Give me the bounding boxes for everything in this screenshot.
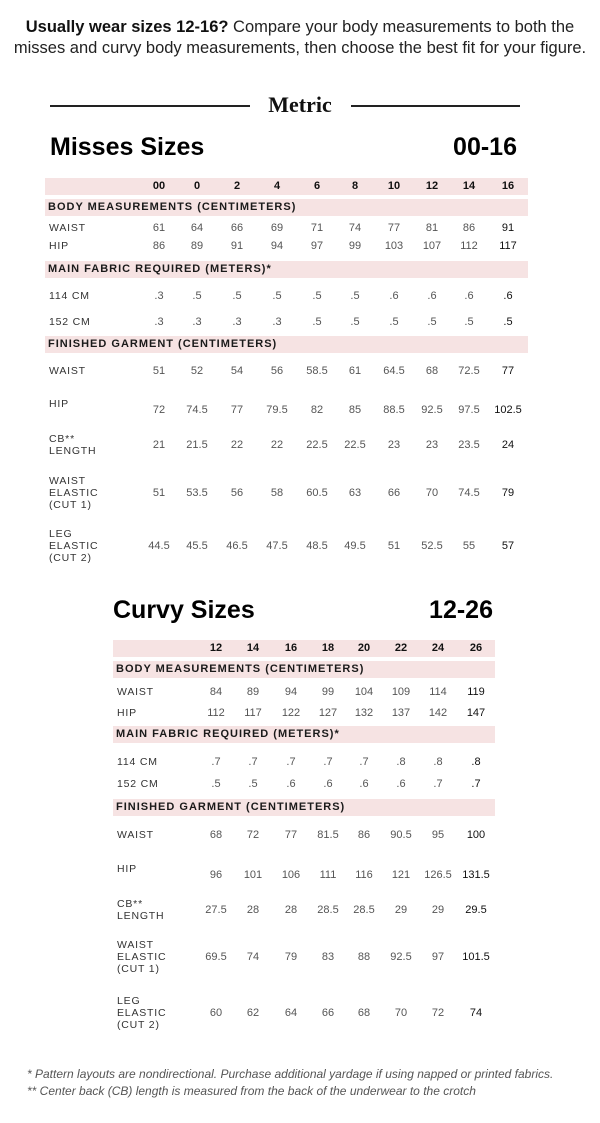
size-header: 14 <box>246 642 260 654</box>
table-cell: 117 <box>499 240 517 252</box>
table-cell: 23 <box>387 439 401 451</box>
table-cell: 28 <box>284 904 298 916</box>
table-cell: 51 <box>152 365 166 377</box>
table-cell: 52.5 <box>421 540 443 552</box>
table-cell: 79 <box>501 487 515 499</box>
table-cell: 79.5 <box>266 404 288 416</box>
size-header: 0 <box>193 180 201 192</box>
table-cell: 23 <box>425 439 439 451</box>
size-header: 16 <box>284 642 298 654</box>
table-cell: 122 <box>281 707 301 719</box>
curvy-title: Curvy Sizes <box>113 596 255 624</box>
row-label: WAIST ELASTIC (CUT 1) <box>117 939 167 975</box>
table-cell: 29 <box>394 904 408 916</box>
table-cell: 61 <box>348 365 362 377</box>
table-cell: 63 <box>348 487 362 499</box>
table-cell: 69.5 <box>205 951 227 963</box>
intro-bold: Usually wear sizes 12-16? <box>25 18 229 36</box>
table-cell: 114 <box>429 686 447 698</box>
section-heading: BODY MEASUREMENTS (CENTIMETERS) <box>116 663 365 675</box>
table-cell: .8 <box>471 756 481 768</box>
table-cell: .8 <box>396 756 406 768</box>
size-header: 6 <box>313 180 321 192</box>
table-cell: 95 <box>431 829 445 841</box>
table-cell: 70 <box>394 1007 408 1019</box>
table-cell: 48.5 <box>306 540 328 552</box>
row-label: WAIST <box>49 365 86 377</box>
size-header: 4 <box>273 180 281 192</box>
table-cell: 83 <box>321 951 335 963</box>
section-heading: FINISHED GARMENT (CENTIMETERS) <box>48 338 278 350</box>
table-cell: .7 <box>359 756 369 768</box>
table-cell: .5 <box>272 290 282 302</box>
table-cell: 72 <box>431 1007 445 1019</box>
table-cell: 77 <box>501 365 515 377</box>
table-cell: 60 <box>209 1007 223 1019</box>
table-cell: 116 <box>355 869 373 881</box>
table-cell: 127 <box>318 707 338 719</box>
row-label: 152 CM <box>49 316 91 328</box>
table-cell: 56 <box>230 487 244 499</box>
table-cell: 107 <box>422 240 442 252</box>
table-cell: .6 <box>389 290 399 302</box>
table-cell: 58.5 <box>306 365 328 377</box>
table-cell: 69 <box>270 222 284 234</box>
size-header: 22 <box>394 642 408 654</box>
table-cell: 49.5 <box>344 540 366 552</box>
table-cell: .6 <box>359 778 369 790</box>
table-cell: 56 <box>270 365 284 377</box>
table-cell: 60.5 <box>306 487 328 499</box>
table-cell: .5 <box>192 290 202 302</box>
table-cell: 66 <box>230 222 244 234</box>
row-label: CB** LENGTH <box>117 898 165 922</box>
table-cell: 96 <box>209 869 223 881</box>
table-cell: .3 <box>192 316 202 328</box>
table-cell: 72 <box>246 829 260 841</box>
table-cell: 88.5 <box>383 404 405 416</box>
footnotes <box>27 1066 553 1100</box>
size-header: 10 <box>387 180 401 192</box>
table-cell: 44.5 <box>148 540 170 552</box>
table-cell: 79 <box>284 951 298 963</box>
table-cell: 29.5 <box>465 904 487 916</box>
table-cell: 99 <box>348 240 362 252</box>
metric-heading: Metric <box>268 92 332 117</box>
table-cell: 68 <box>209 829 223 841</box>
section-heading: MAIN FABRIC REQUIRED (METERS)* <box>48 263 272 275</box>
table-cell: 21.5 <box>186 439 208 451</box>
table-cell: 74 <box>348 222 362 234</box>
table-cell: 89 <box>246 686 260 698</box>
table-cell: 28.5 <box>353 904 375 916</box>
row-label: LEG ELASTIC (CUT 2) <box>49 528 99 564</box>
table-cell: 72.5 <box>458 365 480 377</box>
table-cell: 101 <box>243 869 263 881</box>
row-label: 152 CM <box>117 778 159 790</box>
table-cell: 86 <box>462 222 476 234</box>
table-cell: 77 <box>284 829 298 841</box>
table-cell: 101.5 <box>462 951 490 963</box>
row-label: LEG ELASTIC (CUT 2) <box>117 995 167 1031</box>
row-label: HIP <box>117 863 137 875</box>
footnote-cb-length: ** Center back (CB) length is measured from the back of the underwear to the crotch <box>27 1084 476 1098</box>
table-cell: 68 <box>425 365 439 377</box>
table-cell: 81.5 <box>317 829 339 841</box>
table-cell: 106 <box>281 869 301 881</box>
table-cell: 22 <box>230 439 244 451</box>
table-cell: 64 <box>284 1007 298 1019</box>
table-cell: .7 <box>323 756 333 768</box>
row-label: 114 CM <box>117 756 158 768</box>
table-cell: .5 <box>427 316 437 328</box>
table-cell: 94 <box>270 240 284 252</box>
table-cell: .3 <box>272 316 282 328</box>
table-cell: 97 <box>431 951 445 963</box>
intro-text <box>10 17 590 59</box>
table-cell: 29 <box>431 904 445 916</box>
size-header: 20 <box>357 642 371 654</box>
size-header: 2 <box>233 180 241 192</box>
row-label: CB** LENGTH <box>49 433 97 457</box>
table-cell: 89 <box>190 240 204 252</box>
table-cell: 92.5 <box>421 404 443 416</box>
table-cell: .3 <box>154 316 164 328</box>
table-cell: .6 <box>323 778 333 790</box>
table-cell: 142 <box>428 707 448 719</box>
table-cell: 147 <box>466 707 486 719</box>
table-cell: .6 <box>503 290 513 302</box>
footnote-layout: * Pattern layouts are nondirectional. Purchase additional yardage if using napped or printed fabrics. <box>27 1067 554 1081</box>
table-cell: 86 <box>357 829 371 841</box>
row-label: HIP <box>49 398 69 410</box>
table-cell: 77 <box>230 404 244 416</box>
table-cell: 102.5 <box>494 404 522 416</box>
table-cell: 74 <box>246 951 260 963</box>
table-cell: 45.5 <box>186 540 208 552</box>
table-cell: 72 <box>152 404 166 416</box>
table-cell: 94 <box>284 686 298 698</box>
table-cell: 112 <box>207 707 225 719</box>
table-cell: 77 <box>387 222 401 234</box>
table-cell: 137 <box>391 707 411 719</box>
table-cell: .5 <box>389 316 399 328</box>
table-cell: 91 <box>230 240 244 252</box>
row-label: WAIST <box>117 686 154 698</box>
table-cell: 131.5 <box>462 869 490 881</box>
table-cell: .5 <box>350 290 360 302</box>
table-cell: 88 <box>357 951 371 963</box>
divider-left <box>50 105 250 107</box>
table-cell: 119 <box>467 686 485 698</box>
size-header: 18 <box>321 642 335 654</box>
table-cell: 21 <box>152 439 166 451</box>
row-label: HIP <box>117 707 137 719</box>
table-cell: 81 <box>425 222 439 234</box>
table-cell: 103 <box>384 240 404 252</box>
table-cell: .6 <box>286 778 296 790</box>
size-header: 14 <box>462 180 476 192</box>
table-cell: 27.5 <box>205 904 227 916</box>
table-cell: .5 <box>232 290 242 302</box>
table-cell: 74.5 <box>186 404 208 416</box>
table-cell: .7 <box>471 778 481 790</box>
row-label: WAIST ELASTIC (CUT 1) <box>49 475 99 511</box>
table-cell: 22.5 <box>306 439 328 451</box>
table-cell: .7 <box>211 756 221 768</box>
table-cell: .5 <box>350 316 360 328</box>
table-cell: 91 <box>501 222 515 234</box>
table-cell: 126.5 <box>424 869 452 881</box>
table-cell: 28 <box>246 904 260 916</box>
table-cell: 64.5 <box>383 365 405 377</box>
table-cell: 111 <box>319 869 337 881</box>
size-header: 12 <box>425 180 439 192</box>
table-cell: 51 <box>152 487 166 499</box>
table-cell: 92.5 <box>390 951 412 963</box>
misses-title: Misses Sizes <box>50 133 205 161</box>
table-cell: 47.5 <box>266 540 288 552</box>
table-cell: 109 <box>391 686 411 698</box>
table-cell: 112 <box>460 240 478 252</box>
misses-range: 00-16 <box>453 133 517 161</box>
table-cell: 117 <box>244 707 262 719</box>
table-cell: 97 <box>310 240 324 252</box>
size-header: 12 <box>209 642 223 654</box>
table-cell: .7 <box>433 778 443 790</box>
table-cell: 66 <box>387 487 401 499</box>
table-cell: .5 <box>248 778 258 790</box>
table-cell: 61 <box>152 222 166 234</box>
table-cell: 90.5 <box>390 829 412 841</box>
divider-right <box>351 105 520 107</box>
table-cell: 24 <box>501 439 515 451</box>
table-cell: 28.5 <box>317 904 339 916</box>
table-cell: .7 <box>286 756 296 768</box>
table-cell: 51 <box>387 540 401 552</box>
table-cell: .6 <box>464 290 474 302</box>
table-cell: 85 <box>348 404 362 416</box>
table-cell: 71 <box>310 222 324 234</box>
table-cell: .5 <box>211 778 221 790</box>
table-cell: 70 <box>425 487 439 499</box>
table-cell: 68 <box>357 1007 371 1019</box>
size-header: 24 <box>431 642 445 654</box>
table-cell: 22.5 <box>344 439 366 451</box>
intro-body: Compare your body measurements to both the misses and curvy body measurements, then choose the best fit for your figure. <box>13 18 587 57</box>
table-cell: 22 <box>270 439 284 451</box>
table-cell: 99 <box>321 686 335 698</box>
table-cell: 58 <box>270 487 284 499</box>
curvy-range: 12-26 <box>429 596 493 624</box>
table-cell: .5 <box>503 316 513 328</box>
table-cell: .7 <box>248 756 258 768</box>
table-cell: 55 <box>462 540 476 552</box>
table-cell: 57 <box>501 540 515 552</box>
size-header: 16 <box>501 180 515 192</box>
table-cell: 82 <box>310 404 324 416</box>
table-cell: 64 <box>190 222 204 234</box>
table-cell: 97.5 <box>458 404 480 416</box>
row-label: 114 CM <box>49 290 90 302</box>
table-cell: 121 <box>391 869 411 881</box>
section-heading: FINISHED GARMENT (CENTIMETERS) <box>116 801 346 813</box>
section-heading: BODY MEASUREMENTS (CENTIMETERS) <box>48 201 297 213</box>
table-cell: 46.5 <box>226 540 248 552</box>
table-cell: 100 <box>466 829 486 841</box>
table-cell: 74 <box>469 1007 483 1019</box>
table-cell: 132 <box>354 707 374 719</box>
table-cell: .6 <box>396 778 406 790</box>
table-cell: 62 <box>246 1007 260 1019</box>
table-cell: 74.5 <box>458 487 480 499</box>
size-header: 00 <box>152 180 166 192</box>
section-heading: MAIN FABRIC REQUIRED (METERS)* <box>116 728 340 740</box>
row-label: WAIST <box>117 829 154 841</box>
table-cell: 66 <box>321 1007 335 1019</box>
table-cell: .8 <box>433 756 443 768</box>
table-cell: .5 <box>312 316 322 328</box>
table-cell: 23.5 <box>458 439 480 451</box>
table-cell: 86 <box>152 240 166 252</box>
table-cell: .5 <box>312 290 322 302</box>
row-label: HIP <box>49 240 69 252</box>
size-header: 26 <box>469 642 483 654</box>
table-cell: 104 <box>354 686 374 698</box>
table-cell: .5 <box>464 316 474 328</box>
row-label: WAIST <box>49 222 86 234</box>
table-cell: .6 <box>427 290 437 302</box>
table-cell: .3 <box>232 316 242 328</box>
table-cell: 52 <box>190 365 204 377</box>
size-header: 8 <box>351 180 359 192</box>
table-cell: 54 <box>230 365 244 377</box>
table-cell: .3 <box>154 290 164 302</box>
table-cell: 53.5 <box>186 487 208 499</box>
table-cell: 84 <box>209 686 223 698</box>
